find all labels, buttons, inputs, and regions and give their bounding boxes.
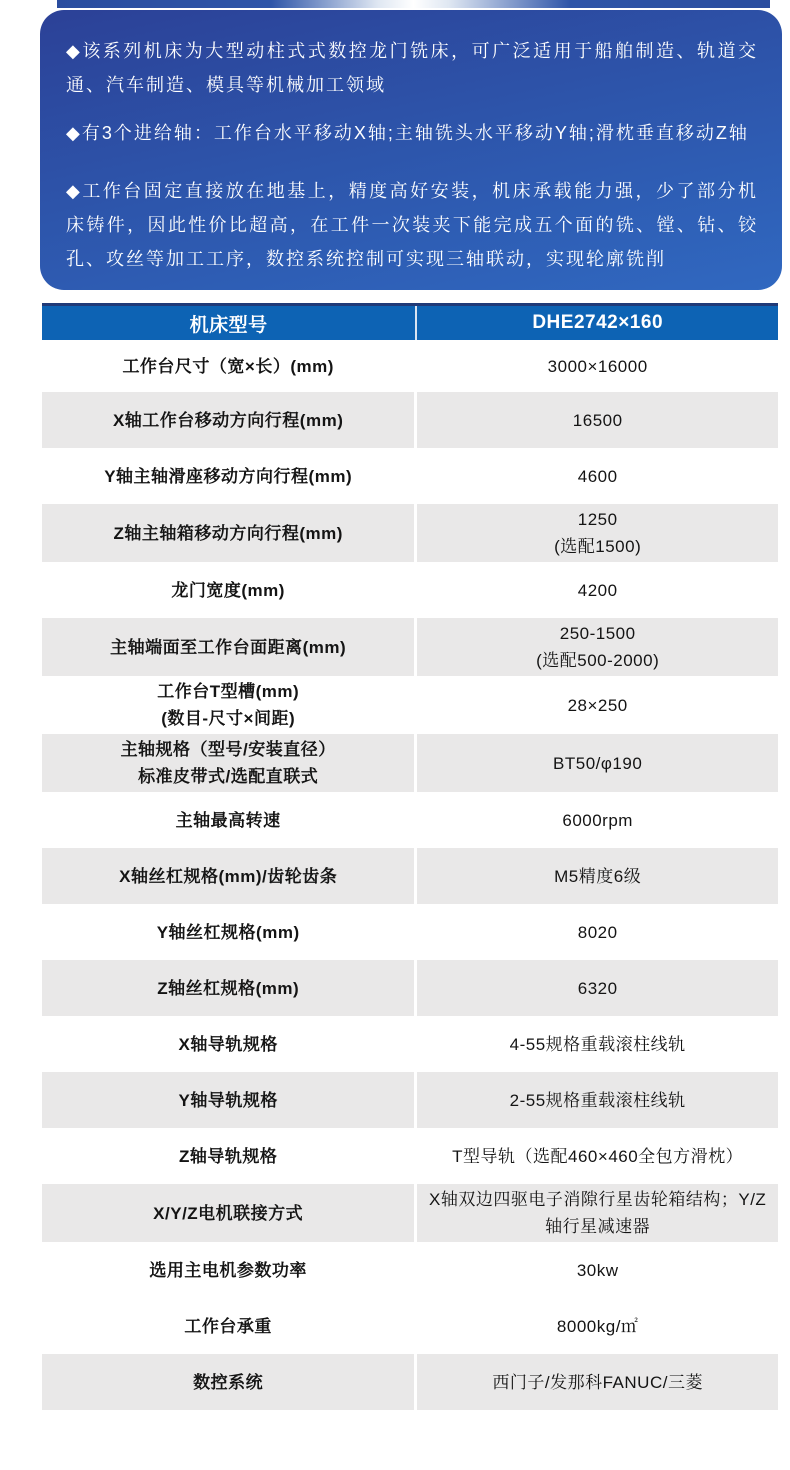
cell-line: Y轴丝杠规格(mm)	[156, 922, 300, 942]
spec-row	[42, 1128, 778, 1184]
spec-label	[42, 1016, 417, 1072]
cell-line: T型导轨（选配460×460全包方滑枕）	[452, 1146, 744, 1166]
cell-line: Y轴主轴滑座移动方向行程(mm)	[104, 466, 353, 486]
cell-line: 工作台承重	[184, 1316, 272, 1336]
cell-line: 主轴最高转速	[175, 810, 281, 830]
cell-line: 主轴规格（型号/安装直径）	[120, 740, 336, 759]
cell-line: 龙门宽度(mm)	[171, 580, 285, 600]
cell-line: 3000×16000	[547, 356, 648, 376]
cell-line: 8000kg/㎡	[556, 1316, 639, 1336]
spec-label	[42, 618, 417, 676]
spec-label	[42, 1354, 417, 1410]
spec-value	[417, 1298, 778, 1354]
spec-row	[42, 504, 778, 562]
cell-line: (数目-尺寸×间距)	[161, 709, 296, 728]
spec-row	[42, 1016, 778, 1072]
spec-row	[42, 960, 778, 1016]
intro-panel	[40, 10, 782, 290]
spec-label	[42, 448, 417, 504]
intro-bullet-worktable: ◆工作台固定直接放在地基上，精度高好安装，机床承载能力强，少了部分机床铸件，因此性价比超高，在工件一次装夹下能完成五个面的铣、镗、钻、铰孔、攻丝等加工工序，数控系统控制可实现三轴联动，实现轮廓铣削	[66, 181, 758, 269]
spec-row	[42, 1184, 778, 1242]
spec-value	[417, 504, 778, 562]
cell-line: Z轴导轨规格	[178, 1146, 278, 1166]
spec-label	[42, 1128, 417, 1184]
spec-row	[42, 792, 778, 848]
spec-label	[42, 1298, 417, 1354]
spec-value	[417, 676, 778, 734]
spec-value	[417, 1242, 778, 1298]
cell-line: 主轴端面至工作台面距离(mm)	[110, 637, 347, 657]
spec-label	[42, 1072, 417, 1128]
spec-value	[417, 1354, 778, 1410]
cell-line: (选配1500)	[554, 537, 642, 556]
cell-line: 标准皮带式/选配直联式	[138, 767, 319, 786]
spec-row	[42, 1354, 778, 1410]
spec-label	[42, 904, 417, 960]
cell-line: Z轴主轴箱移动方向行程(mm)	[113, 523, 343, 543]
table-header-row	[42, 303, 778, 340]
spec-value	[417, 448, 778, 504]
cell-line: 数控系统	[193, 1372, 264, 1392]
cell-line: 选用主电机参数功率	[149, 1260, 307, 1280]
spec-value	[417, 1016, 778, 1072]
cell-line: 4-55规格重载滚柱线轨	[509, 1034, 686, 1054]
spec-row	[42, 734, 778, 792]
spec-value	[417, 848, 778, 904]
cell-line: 工作台T型槽(mm)	[157, 682, 300, 701]
spec-label	[42, 734, 417, 792]
cell-line: X/Y/Z电机联接方式	[153, 1203, 304, 1223]
spec-label	[42, 960, 417, 1016]
spec-value	[417, 734, 778, 792]
cell-line: 8020	[577, 922, 618, 942]
cell-line: 28×250	[567, 695, 628, 715]
spec-label	[42, 1242, 417, 1298]
spec-value	[417, 1184, 778, 1242]
spec-value	[417, 562, 778, 618]
spec-value	[417, 340, 778, 392]
spec-row	[42, 676, 778, 734]
spec-row	[42, 1242, 778, 1298]
header-model-value: DHE2742×160	[532, 312, 664, 333]
spec-label	[42, 848, 417, 904]
table-body	[42, 340, 778, 1410]
page-break-shadow	[57, 0, 770, 8]
spec-row	[42, 848, 778, 904]
spec-value	[417, 1128, 778, 1184]
spec-row	[42, 340, 778, 392]
spec-row	[42, 1298, 778, 1354]
spec-value	[417, 1072, 778, 1128]
spec-label	[42, 562, 417, 618]
spec-table	[42, 303, 778, 1410]
cell-line: 1250	[577, 510, 618, 529]
spec-row	[42, 1072, 778, 1128]
cell-line: 工作台尺寸（宽×长）(mm)	[122, 356, 334, 376]
cell-line: X轴丝杠规格(mm)/齿轮齿条	[119, 866, 338, 886]
cell-line: X轴工作台移动方向行程(mm)	[112, 410, 344, 430]
spec-label	[42, 676, 417, 734]
spec-label	[42, 1184, 417, 1242]
spec-row	[42, 904, 778, 960]
cell-line: X轴导轨规格	[178, 1034, 278, 1054]
intro-bullet-series: ◆该系列机床为大型动柱式式数控龙门铣床，可广泛适用于船舶制造、轨道交通、汽车制造、模具等机械加工领域	[66, 41, 758, 95]
spec-row	[42, 448, 778, 504]
spec-row	[42, 562, 778, 618]
spec-label	[42, 504, 417, 562]
cell-line: Y轴导轨规格	[178, 1090, 278, 1110]
intro-bullet-axes: ◆有3个进给轴：工作台水平移动X轴;主轴铣头水平移动Y轴;滑枕垂直移动Z轴	[66, 123, 749, 143]
spec-row	[42, 392, 778, 448]
spec-value	[417, 618, 778, 676]
spec-row	[42, 618, 778, 676]
cell-line: BT50/φ190	[553, 753, 643, 773]
cell-line: 16500	[572, 410, 623, 430]
cell-line: 西门子/发那科FANUC/三菱	[492, 1372, 703, 1392]
cell-line: (选配500-2000)	[536, 651, 660, 670]
cell-line: 4200	[577, 580, 618, 600]
cell-line: X轴双边四驱电子消隙行星齿轮箱结构；Y/Z轴行星减速器	[429, 1190, 767, 1236]
header-model-label: 机床型号	[42, 306, 417, 340]
spec-label	[42, 392, 417, 448]
spec-label	[42, 340, 417, 392]
spec-label	[42, 792, 417, 848]
cell-line: Z轴丝杠规格(mm)	[157, 978, 300, 998]
spec-value	[417, 792, 778, 848]
cell-line: 4600	[577, 466, 618, 486]
cell-line: 250-1500	[559, 624, 636, 643]
cell-line: 30kw	[576, 1260, 619, 1280]
spec-value	[417, 960, 778, 1016]
cell-line: M5精度6级	[554, 866, 642, 886]
cell-line: 6000rpm	[562, 810, 633, 830]
spec-value	[417, 392, 778, 448]
cell-line: 6320	[577, 978, 618, 998]
spec-value	[417, 904, 778, 960]
cell-line: 2-55规格重载滚柱线轨	[509, 1090, 686, 1110]
